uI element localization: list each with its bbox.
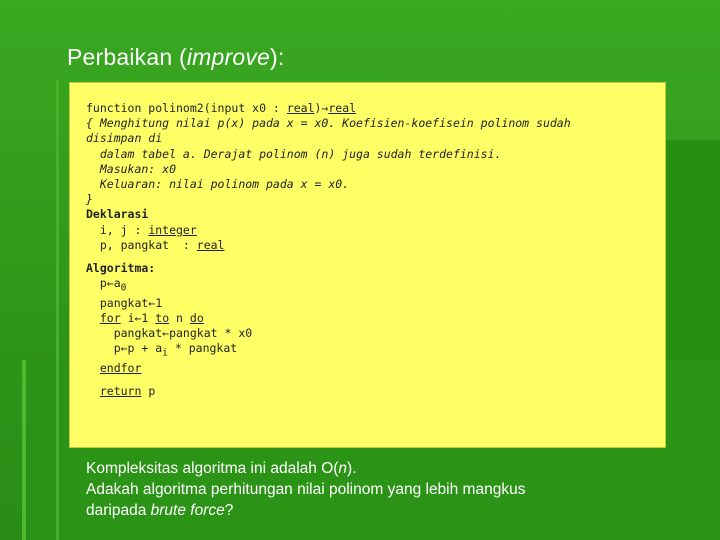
background-rule [22, 360, 26, 540]
caption-text: ). [347, 460, 357, 477]
slide-caption [86, 458, 686, 521]
slide-title [67, 44, 284, 71]
code-line [86, 238, 224, 252]
code-comment-line: dalam tabel a. Derajat polinom (n) juga sudah terdefinisi. [86, 146, 502, 161]
code-line: pangkat←pangkat * x0 [86, 326, 253, 341]
code-text: p [141, 384, 156, 399]
caption-italic-text: brute force [150, 502, 225, 519]
code-text: * pangkat [167, 341, 238, 356]
code-line [86, 311, 204, 325]
code-line-signature [86, 101, 356, 115]
code-text [86, 311, 100, 325]
code-text: i, j : [86, 222, 149, 237]
code-text: p←a [86, 276, 121, 291]
code-line [86, 223, 197, 237]
code-spacer [86, 253, 571, 261]
keyword: integer [148, 222, 197, 237]
code-line [86, 361, 141, 375]
code-comment-line: { Menghitung nilai p(x) pada x = x0. Koefisien-koefisein polinom sudah [86, 116, 571, 131]
code-line: pangkat←1 [86, 295, 163, 310]
title-text: Perbaikan ( [67, 44, 187, 70]
code-line [86, 384, 155, 398]
code-comment-line: Masukan: x0 [86, 161, 177, 176]
code-line [86, 341, 238, 359]
code-comment-line: } [86, 192, 93, 207]
pseudocode-panel [69, 82, 666, 448]
code-text [86, 361, 100, 375]
code-text [86, 384, 100, 398]
title-italic-text: improve [186, 44, 271, 70]
keyword: for [99, 310, 121, 325]
code-text: n [169, 310, 190, 325]
caption-italic-text: n [338, 460, 348, 477]
code-comment-line: disimpan di [86, 131, 163, 146]
code-text: p←p + a [86, 341, 163, 356]
code-subscript: 0 [120, 282, 127, 294]
caption-line [86, 500, 686, 521]
code-line [86, 276, 127, 294]
keyword: real [196, 237, 225, 252]
code-comment-line: Keluaran: nilai polinom pada x = x0. [86, 177, 350, 192]
code-subscript: i [162, 347, 168, 359]
caption-text: Kompleksitas algoritma ini adalah O( [86, 460, 339, 477]
keyword: real [286, 101, 315, 115]
section-heading-algoritma: Algoritma: [86, 261, 156, 276]
code-text: )→ [314, 101, 329, 115]
code-spacer [86, 376, 571, 384]
keyword: to [155, 310, 170, 325]
title-text: ): [270, 44, 285, 70]
caption-line: Adakah algoritma perhitungan nilai polinom yang lebih mangkus [86, 481, 526, 498]
keyword: do [189, 310, 204, 325]
code-text: function polinom2(input x0 : [86, 101, 287, 115]
pseudocode-block [86, 101, 571, 399]
keyword: real [328, 101, 357, 115]
caption-text: daripada [86, 502, 151, 519]
section-heading-deklarasi: Deklarasi [86, 207, 149, 222]
code-text: i←1 [120, 310, 156, 325]
caption-line [86, 458, 686, 479]
code-text: p, pangkat : [86, 237, 197, 252]
background-stripe [665, 140, 720, 370]
background-rule [56, 80, 59, 540]
caption-text: ? [224, 502, 234, 519]
keyword: return [99, 384, 142, 399]
keyword: endfor [99, 360, 142, 375]
